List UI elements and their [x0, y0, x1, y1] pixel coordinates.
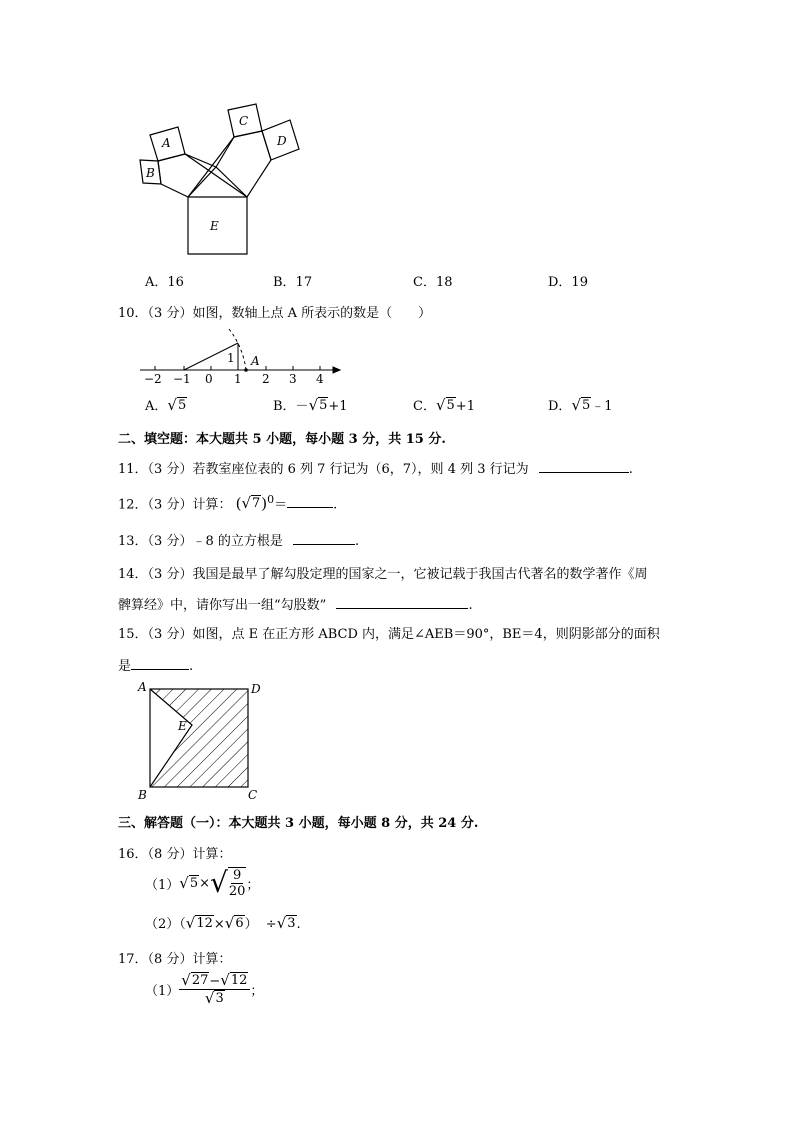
square-figure [134, 677, 274, 803]
sqrt-icon: √ 3 [276, 914, 296, 932]
q10-option-b: B．－ √ 5 +1 [273, 396, 348, 414]
q9-option-a: A．16 [145, 275, 184, 290]
number-line-figure [135, 325, 350, 385]
section-2-heading: 二、填空题：本大题共 5 小题，每小题 3 分，共 15 分. [118, 432, 446, 447]
label-c: C [248, 788, 258, 802]
label-d: D [277, 134, 287, 148]
q9-option-b: B．17 [273, 275, 313, 290]
q10-option-d: D． √ 5 ﹣1 [548, 396, 613, 414]
q16-stem: 16．（8 分）计算： [118, 847, 232, 862]
tick-label-neg2: −2 [144, 372, 162, 385]
label-e: E [178, 719, 187, 733]
q17-part1: （1） √ 27 − √ 12 √ 3 ； [145, 971, 264, 1007]
q12: 12．（3 分）计算： ( √ 7 )$^0$＝ . [118, 493, 338, 513]
point-label-a: A [251, 354, 260, 368]
q13: 13．（3 分）﹣8 的立方根是 . [118, 534, 360, 549]
sqrt-icon: √ 6 [224, 914, 244, 932]
q15-answer-blank[interactable] [131, 657, 189, 670]
sqrt-icon: √ 27 [181, 971, 209, 989]
q11-answer-blank[interactable] [539, 460, 629, 473]
section-3-heading: 三、解答题（一）：本大题共 3 小题，每小题 8 分，共 24 分. [118, 816, 479, 831]
sqrt-icon: √ 5 [179, 874, 199, 892]
q11: 11．（3 分）若教室座位表的 6 列 7 行记为（6，7），则 4 列 3 行记为 . [118, 462, 633, 477]
sqrt-icon: √ 7 [241, 494, 261, 513]
sqrt-icon: √ 5 [167, 396, 187, 414]
tick-label-3: 3 [289, 372, 297, 385]
sqrt-icon: √ 12 [185, 914, 213, 932]
tick-label-4: 4 [316, 372, 324, 385]
tick-label-1: 1 [234, 372, 242, 385]
squares-figure [130, 100, 330, 260]
label-d: D [251, 682, 261, 696]
q15-line1: 15．（3 分）如图，点 E 在正方形 ABCD 内，满足∠AEB＝90°，BE＝4，则阴影部分的面积 [118, 627, 660, 642]
q14-line1: 14．（3 分）我国是最早了解勾股定理的国家之一，它被记载于我国古代著名的数学著作《周 [118, 567, 648, 582]
q13-answer-blank[interactable] [293, 532, 355, 545]
q14-line2: 髀算经》中，请你写出一组“勾股数” . [118, 598, 473, 613]
sqrt-icon: √ 5 [571, 396, 591, 414]
label-b: B [138, 788, 147, 802]
q9-option-c: C．18 [413, 275, 453, 290]
tick-label-0: 0 [205, 372, 213, 385]
sqrt-icon: √ $\frac{9}{20}$ [210, 866, 246, 899]
q15-line2: 是 . [118, 659, 194, 674]
label-c: C [239, 114, 249, 128]
q16-part2: （2）（ √ 12 × √ 6 ） ÷ √ 3 . [145, 914, 301, 932]
q12-answer-blank[interactable] [287, 495, 333, 508]
shaded-region [150, 689, 248, 787]
sqrt-icon: √ 3 [204, 989, 224, 1007]
sqrt-icon: √ 5 [435, 396, 455, 414]
tick-label-neg1: −1 [173, 372, 191, 385]
label-b: B [146, 166, 155, 180]
sqrt-icon: √ 5 [308, 396, 328, 414]
fraction: √ 27 − √ 12 √ 3 [179, 972, 250, 1007]
label-a: A [138, 680, 147, 694]
label-e: E [210, 219, 219, 233]
q10-option-c: C． √ 5 +1 [413, 396, 475, 414]
label-a: A [162, 136, 171, 150]
q16-part1: （1） √ 5 × √ $\frac{9}{20}$ ； [145, 866, 260, 899]
tick-label-2: 2 [262, 372, 270, 385]
q9-option-d: D．19 [548, 275, 588, 290]
sqrt-icon: √ 12 [220, 971, 248, 989]
q10-stem: 10．（3 分）如图，数轴上点 A 所表示的数是（ ） [118, 306, 432, 321]
side-label-1: 1 [227, 351, 235, 365]
q14-answer-blank[interactable] [336, 596, 468, 609]
q10-option-a: A． √ 5 [145, 396, 187, 414]
q17-stem: 17．（8 分）计算： [118, 952, 232, 967]
